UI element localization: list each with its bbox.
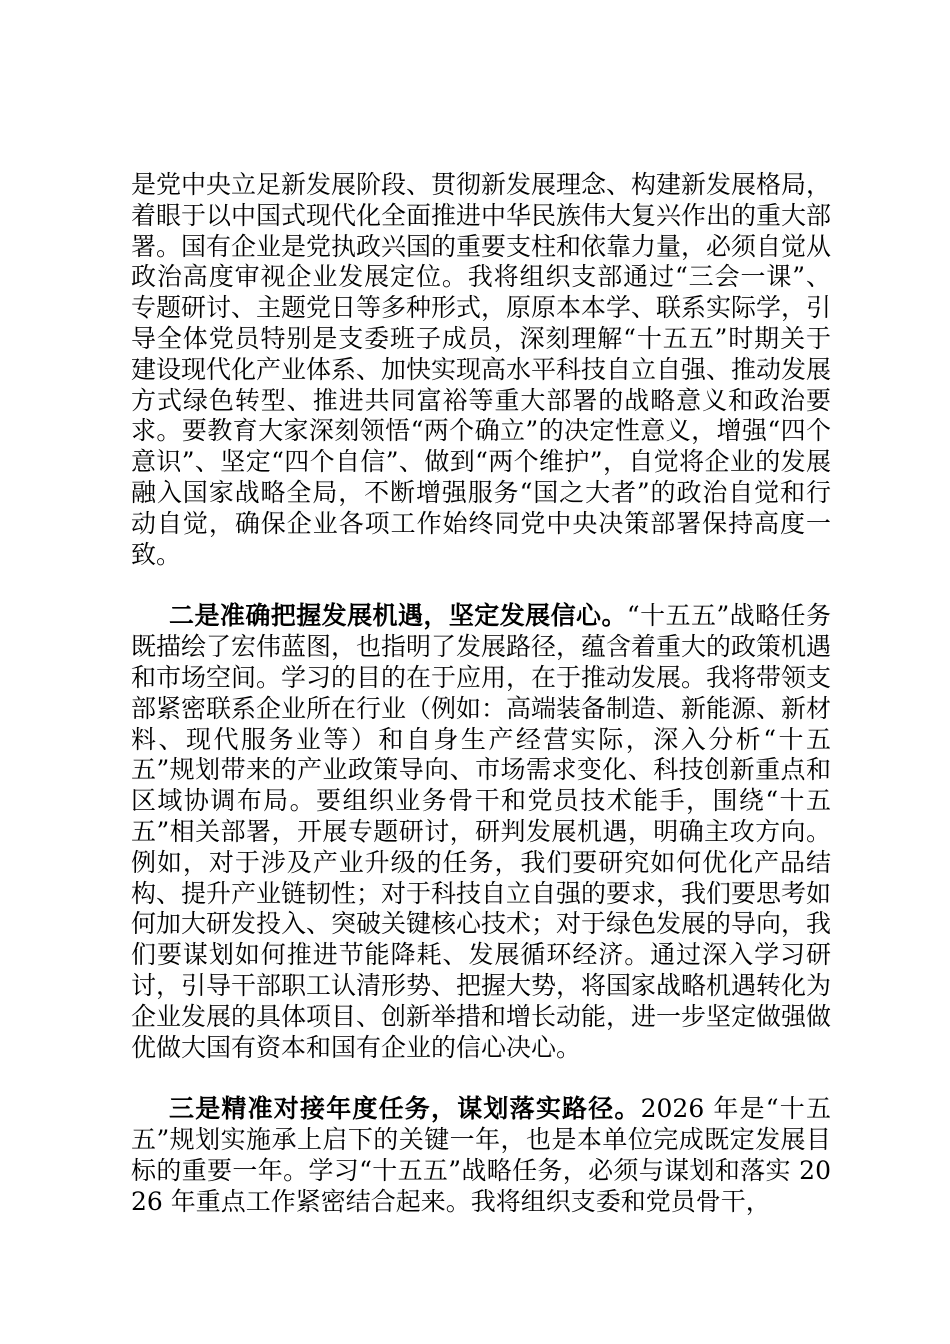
paragraph-spacer — [131, 570, 831, 601]
paragraph-2-body: “十五五”战略任务既描绘了宏伟蓝图，也指明了发展路径，蕴含着重大的政策机遇和市场空间。学习的目的在于应用，在于推动发展。我将带领支部紧密联系企业所在行业（例如：高端装备制造、新能源、新材料、现代服务业等）和自身生产经营实际，深入分析“十五五”规划带来的产业政策导向、市场需求变化、科技创新重点和区域协调布局。要组织业务骨干和党员技术能手，围绕“十五五”相关部署，开展专题研讨，研判发展机遇，明确主攻方向。例如，对于涉及产业升级的任务，我们要研究如何优化产品结构、提升产业链韧性；对于科技自立自强的要求，我们要思考如何加大研发投入、突破关键核心技术；对于绿色发展的导向，我们要谋划如何推进节能降耗、发展循环经济。通过深入学习研讨，引导干部职工认清形势、把握大势，将国家战略机遇转化为企业发展的具体项目、创新举措和增长动能，进一步坚定做强做优做大国有资本和国有企业的信心决心。 — [131, 601, 832, 1062]
paragraph-3-lead: 三是精准对接年度任务，谋划落实路径。 — [169, 1094, 641, 1124]
paragraph-spacer — [131, 1063, 831, 1094]
paragraph-1 — [131, 170, 831, 570]
paragraph-3-body: 2026 年是“十五五”规划实施承上启下的关键一年，也是本单位完成既定发展目标的重要一年。学习“十五五”战略任务，必须与谋划和落实 2026 年重点工作紧密结合起来。我将组织支委和党员骨干， — [131, 1094, 831, 1216]
document-page — [131, 170, 831, 1218]
paragraph-2 — [131, 601, 831, 1063]
paragraph-3 — [131, 1094, 831, 1217]
paragraph-1-body: 是党中央立足新发展阶段、贯彻新发展理念、构建新发展格局，着眼于以中国式现代化全面推进中华民族伟大复兴作出的重大部署。国有企业是党执政兴国的重要支柱和依靠力量，必须自觉从政治高度审视企业发展定位。我将组织支部通过“三会一课”、专题研讨、主题党日等多种形式，原原本本学、联系实际学，引导全体党员特别是支委班子成员，深刻理解“十五五”时期关于建设现代化产业体系、加快实现高水平科技自立自强、推动发展方式绿色转型、推进共同富裕等重大部署的战略意义和政治要求。要教育大家深刻领悟“两个确立”的决定性意义，增强“四个意识”、坚定“四个自信”、做到“两个维护”，自觉将企业的发展融入国家战略全局，不断增强服务“国之大者”的政治自觉和行动自觉，确保企业各项工作始终同党中央决策部署保持高度一致。 — [131, 170, 832, 569]
paragraph-2-lead: 二是准确把握发展机遇，坚定发展信心。 — [169, 601, 627, 631]
